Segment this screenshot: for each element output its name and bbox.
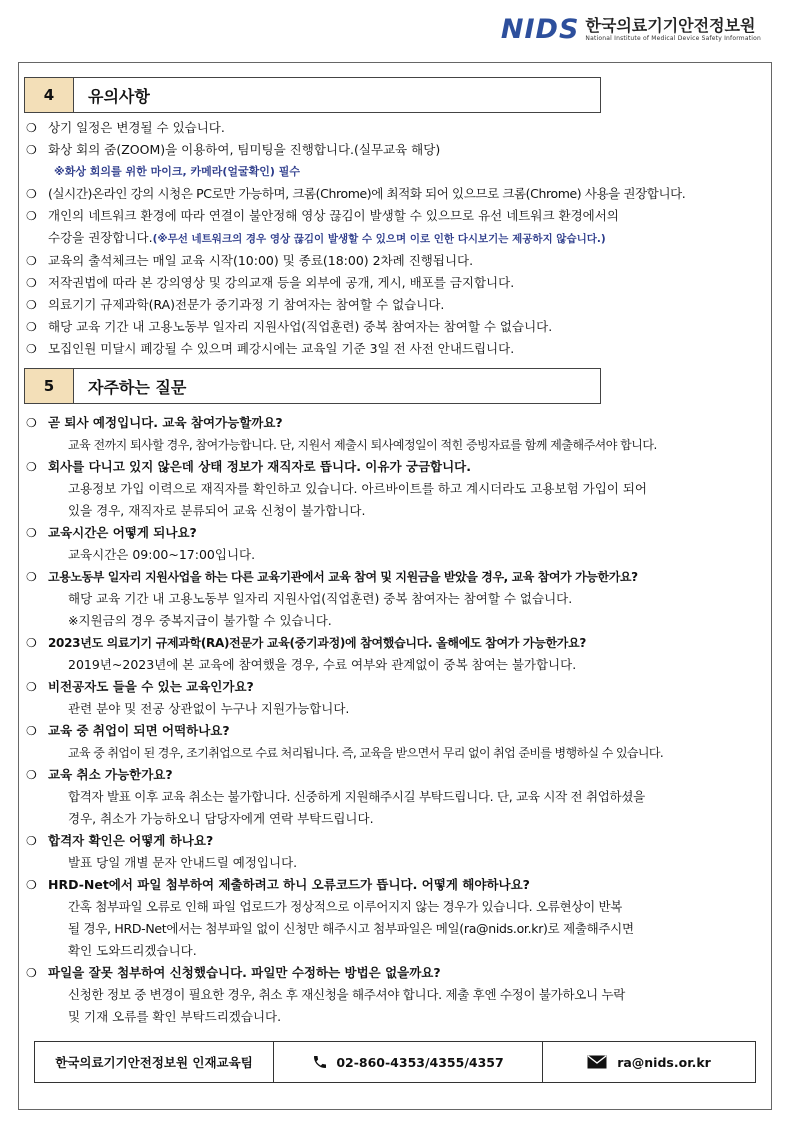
notice-item: ❍ 교육의 출석체크는 매일 교육 시작(10:00) 및 종료(18:00) 2차례 진행됩니다. — [26, 250, 760, 272]
circle-bullet-icon: ❍ — [26, 768, 37, 782]
section-5-number: 5 — [25, 369, 74, 403]
circle-bullet-icon: ❍ — [26, 878, 37, 892]
notice-list — [26, 117, 760, 360]
faq-question: ❍ 고용노동부 일자리 지원사업을 하는 다른 교육기관에서 교육 참여 및 지원금을 받았을 경우, 교육 참여가 가능한가요? — [26, 566, 760, 588]
faq-answer: 교육시간은 09:00~17:00입니다. — [68, 547, 256, 562]
circle-bullet-icon: ❍ — [26, 680, 37, 694]
faq-answer: 교육 전까지 퇴사할 경우, 참여가능합니다. 단, 지원서 제출시 퇴사예정일이 적힌 증빙자료를 함께 제출해주셔야 합니다. — [68, 438, 657, 452]
phone-number[interactable]: 02-860-4353/4355/4357 — [336, 1054, 504, 1070]
faq-question: ❍ 교육 취소 가능한가요? — [26, 764, 760, 786]
section-4-number: 4 — [25, 78, 74, 112]
faq-answer: 관련 분야 및 전공 상관없이 누구나 지원가능합니다. — [68, 701, 350, 716]
circle-bullet-icon: ❍ — [26, 834, 37, 848]
notice-item: ❍ (실시간)온라인 강의 시청은 PC로만 가능하며, 크롬(Chrome)에 최적화 되어 있으므로 크롬(Chrome) 사용을 권장합니다. — [26, 183, 760, 205]
faq-answer: 간혹 첨부파일 오류로 인해 파일 업로드가 정상적으로 이루어지지 않는 경우가 있습니다. 오류현상이 반복 — [68, 899, 623, 914]
org-logo — [501, 14, 761, 45]
contact-footer — [34, 1041, 756, 1083]
circle-bullet-icon: ❍ — [26, 187, 37, 201]
circle-bullet-icon: ❍ — [26, 636, 37, 650]
notice-item: ❍ 상기 일정은 변경될 수 있습니다. — [26, 117, 760, 139]
notice-item: ❍ 의료기기 규제과학(RA)전문가 중기과정 기 참여자는 참여할 수 없습니다. — [26, 294, 760, 316]
circle-bullet-icon: ❍ — [26, 276, 37, 290]
notice-inline-note: (※무선 네트워크의 경우 영상 끊김이 발생할 수 있으며 이로 인한 다시보기는 제공하지 않습니다.) — [152, 233, 606, 245]
faq-question: ❍ 회사를 다니고 있지 않은데 상태 정보가 재직자로 뜹니다. 이유가 궁금합니다. — [26, 456, 760, 478]
faq-question: ❍ HRD-Net에서 파일 첨부하여 제출하려고 하니 오류코드가 뜹니다. 어떻게 해야하나요? — [26, 874, 760, 896]
faq-answer: 신청한 정보 중 변경이 필요한 경우, 취소 후 재신청을 해주셔야 합니다. 제출 후엔 수정이 불가하오니 누락 — [68, 987, 626, 1002]
faq-answer: 경우, 취소가 가능하오니 담당자에게 연락 부탁드립니다. — [68, 811, 374, 826]
circle-bullet-icon: ❍ — [26, 121, 37, 135]
phone-icon — [312, 1054, 328, 1070]
circle-bullet-icon: ❍ — [26, 209, 37, 223]
faq-question: ❍ 파일을 잘못 첨부하여 신청했습니다. 파일만 수정하는 방법은 없을까요? — [26, 962, 760, 984]
faq-answer: 해당 교육 기간 내 고용노동부 일자리 지원사업(직업훈련) 중복 참여자는 참여할 수 없습니다. — [68, 591, 573, 606]
faq-answer: 2019년~2023년에 본 교육에 참여했을 경우, 수료 여부와 관계없이 중복 참여는 불가합니다. — [68, 657, 577, 672]
faq-list — [26, 412, 760, 1028]
circle-bullet-icon: ❍ — [26, 416, 37, 430]
circle-bullet-icon: ❍ — [26, 143, 37, 157]
faq-answer: 될 경우, HRD-Net에서는 첨부파일 없이 신청만 해주시고 첨부파일은 메일(ra@nids.or.kr)로 제출해주시면 — [68, 921, 634, 936]
logo-org-name: 한국의료기기안전정보원 — [585, 15, 756, 35]
section-5-header — [24, 368, 601, 404]
section-5-title: 자주하는 질문 — [88, 377, 187, 397]
faq-question: ❍ 합격자 확인은 어떻게 하나요? — [26, 830, 760, 852]
notice-item: ❍ 모집인원 미달시 폐강될 수 있으며 폐강시에는 교육일 기준 3일 전 사전 안내드립니다. — [26, 338, 760, 360]
notice-item: ❍ 해당 교육 기간 내 고용노동부 일자리 지원사업(직업훈련) 중복 참여자는 참여할 수 없습니다. — [26, 316, 760, 338]
contact-team: 한국의료기기안전정보원 인재교육팀 — [35, 1042, 274, 1082]
circle-bullet-icon: ❍ — [26, 320, 37, 334]
faq-question: ❍ 비전공자도 들을 수 있는 교육인가요? — [26, 676, 760, 698]
mail-icon — [587, 1055, 607, 1069]
faq-answer: 고용정보 가입 이력으로 재직자를 확인하고 있습니다. 아르바이트를 하고 계시더라도 고용보험 가입이 되어 — [68, 481, 647, 496]
circle-bullet-icon: ❍ — [26, 460, 37, 474]
faq-question: ❍ 교육시간은 어떻게 되나요? — [26, 522, 760, 544]
notice-item: ❍ 개인의 네트워크 환경에 따라 연결이 불안정해 영상 끊김이 발생할 수 있으므로 유선 네트워크 환경에서의 수강을 권장합니다.(※무선 네트워크의 경우 영상 끊김이 발생할 수 있으며 이로 인한 다시보기는 제공하지 않습니다.) — [26, 205, 760, 250]
circle-bullet-icon: ❍ — [26, 966, 37, 980]
faq-answer: 있을 경우, 재직자로 분류되어 교육 신청이 불가합니다. — [68, 503, 366, 518]
section-4-title: 유의사항 — [88, 86, 150, 106]
contact-email — [543, 1042, 755, 1082]
circle-bullet-icon: ❍ — [26, 298, 37, 312]
faq-answer: 합격자 발표 이후 교육 취소는 불가합니다. 신중하게 지원해주시길 부탁드립니다. 단, 교육 시작 전 취업하셨을 — [68, 789, 645, 804]
logo-abbr: NIDS — [500, 14, 580, 45]
faq-answer: ※지원금의 경우 중복지급이 불가할 수 있습니다. — [68, 613, 332, 628]
faq-answer: 발표 당일 개별 문자 안내드릴 예정입니다. — [68, 855, 298, 870]
notice-item: ❍ 저작권법에 따라 본 강의영상 및 강의교재 등을 외부에 공개, 게시, 배포를 금지합니다. — [26, 272, 760, 294]
email-address[interactable]: ra@nids.or.kr — [617, 1054, 711, 1070]
notice-item: ❍ 화상 회의 줌(ZOOM)을 이용하여, 팀미팅을 진행합니다.(실무교육 해당) — [26, 139, 760, 161]
circle-bullet-icon: ❍ — [26, 342, 37, 356]
faq-question: ❍ 2023년도 의료기기 규제과학(RA)전문가 교육(중기과정)에 참여했습니다. 올해에도 참여가 가능한가요? — [26, 632, 760, 654]
circle-bullet-icon: ❍ — [26, 724, 37, 738]
circle-bullet-icon: ❍ — [26, 254, 37, 268]
faq-question: ❍ 곧 퇴사 예정입니다. 교육 참여가능할까요? — [26, 412, 760, 434]
faq-answer: 및 기재 오류를 확인 부탁드리겠습니다. — [68, 1009, 282, 1024]
contact-phone — [274, 1042, 543, 1082]
faq-answer: 확인 도와드리겠습니다. — [68, 943, 197, 958]
section-4-header — [24, 77, 601, 113]
circle-bullet-icon: ❍ — [26, 526, 37, 540]
notice-sub-note: ※화상 회의를 위한 마이크, 카메라(얼굴확인) 필수 — [54, 165, 300, 178]
circle-bullet-icon: ❍ — [26, 570, 37, 584]
logo-org-name-en: National Institute of Medical Device Safety Information — [585, 34, 761, 42]
faq-question: ❍ 교육 중 취업이 되면 어떡하나요? — [26, 720, 760, 742]
faq-answer: 교육 중 취업이 된 경우, 조기취업으로 수료 처리됩니다. 즉, 교육을 받으면서 무리 없이 취업 준비를 병행하실 수 있습니다. — [68, 746, 664, 760]
